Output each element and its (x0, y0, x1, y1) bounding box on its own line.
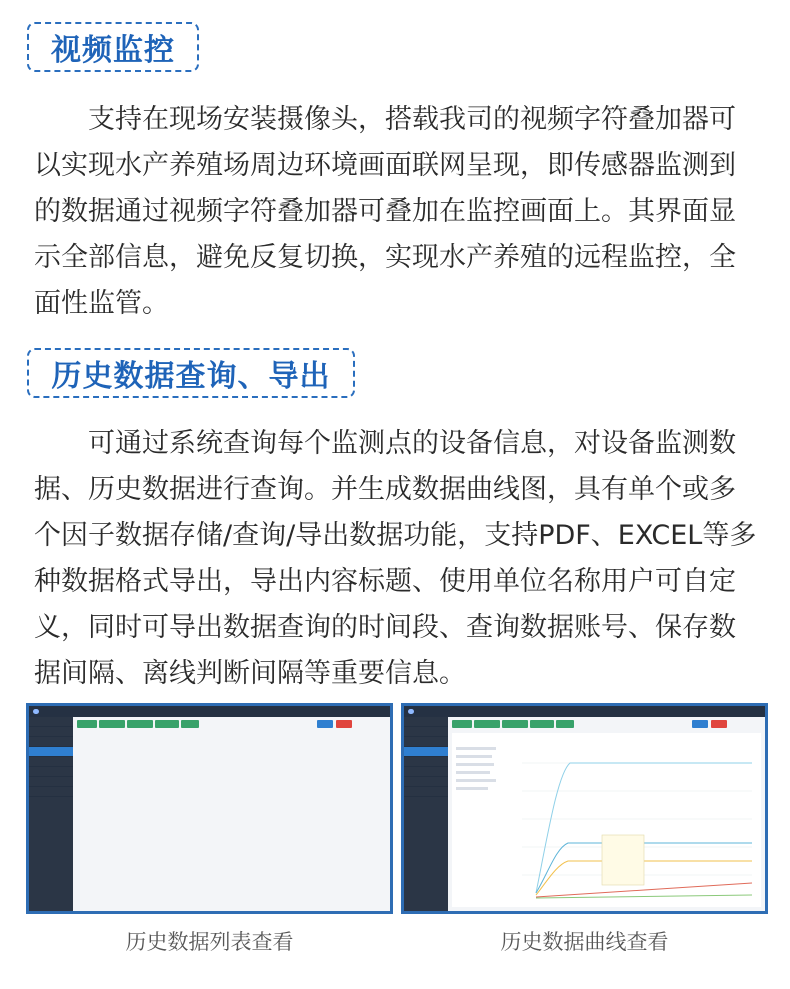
mini-sidebar-item-active (29, 747, 73, 757)
mini-tooltip (602, 835, 644, 885)
mini-sidebar-item (404, 767, 448, 777)
mini-sidebar-item (404, 787, 448, 797)
mini-topbar (29, 706, 390, 717)
mini-sidebar-item (29, 737, 73, 747)
filter-chip (99, 720, 125, 728)
mini-series-line (536, 895, 752, 898)
filter-chip (474, 720, 500, 728)
mini-sidebar-item (29, 757, 73, 767)
section-paragraph-history-data: 可通过系统查询每个监测点的设备信息，对设备监测数据、历史数据进行查询。并生成数据曲线图，具有单个或多个因子数据存储/查询/导出数据功能，支持PDF、EXCEL等多种数据格式导出，导出内容标题、使用单位名称用户可自定义，同时可导出数据查询的时间段、查询数据账号、保存数据间隔、离线判断间隔等重要信息。 (34, 428, 757, 689)
mini-filter-chips (77, 720, 199, 728)
mini-curve-chart (452, 733, 761, 907)
filter-chip (155, 720, 179, 728)
filter-chip (530, 720, 554, 728)
mini-sidebar-item (29, 787, 73, 797)
filter-chip (181, 720, 199, 728)
mini-sidebar-item (29, 717, 73, 727)
mini-sidebar (404, 717, 448, 911)
history-list-screenshot (26, 703, 393, 914)
mini-sidebar-item (29, 767, 73, 777)
mini-export-button (336, 720, 352, 728)
mini-query-button (317, 720, 333, 728)
cloud-logo-icon (33, 709, 39, 714)
mini-curve-svg (452, 733, 763, 903)
mini-content (73, 717, 390, 911)
mini-export-button (711, 720, 727, 728)
mini-sidebar-item-active (404, 747, 448, 757)
history-curve-screenshot (401, 703, 768, 914)
mini-topbar (404, 706, 765, 717)
caption-history-curve: 历史数据曲线查看 (500, 930, 669, 954)
mini-sidebar-item (404, 737, 448, 747)
filter-chip (502, 720, 528, 728)
filter-chip (452, 720, 472, 728)
mini-sidebar-item (404, 717, 448, 727)
mini-sidebar-item (404, 777, 448, 787)
caption-history-list: 历史数据列表查看 (125, 930, 294, 954)
mini-sidebar-item (404, 757, 448, 767)
mini-sidebar-item (29, 777, 73, 787)
mini-sidebar-item (404, 727, 448, 737)
section-paragraph-video-monitoring: 支持在现场安装摄像头，搭载我司的视频字符叠加器可以实现水产养殖场周边环境画面联网呈现，即传感器监测到的数据通过视频字符叠加器可叠加在监控画面上。其界面显示全部信息，避免反复切换，实现水产养殖的远程监控，全面性监管。 (34, 104, 736, 319)
cloud-logo-icon (408, 709, 414, 714)
mini-filter-chips (452, 720, 574, 728)
filter-chip (77, 720, 97, 728)
mini-query-button (692, 720, 708, 728)
mini-sidebar-item (29, 727, 73, 737)
mini-legend (456, 747, 496, 790)
section-title-history-data: 历史数据查询、导出 (27, 348, 355, 398)
filter-chip (556, 720, 574, 728)
mini-sidebar (29, 717, 73, 911)
section-title-video-monitoring: 视频监控 (27, 22, 199, 72)
mini-content (448, 717, 765, 911)
filter-chip (127, 720, 153, 728)
